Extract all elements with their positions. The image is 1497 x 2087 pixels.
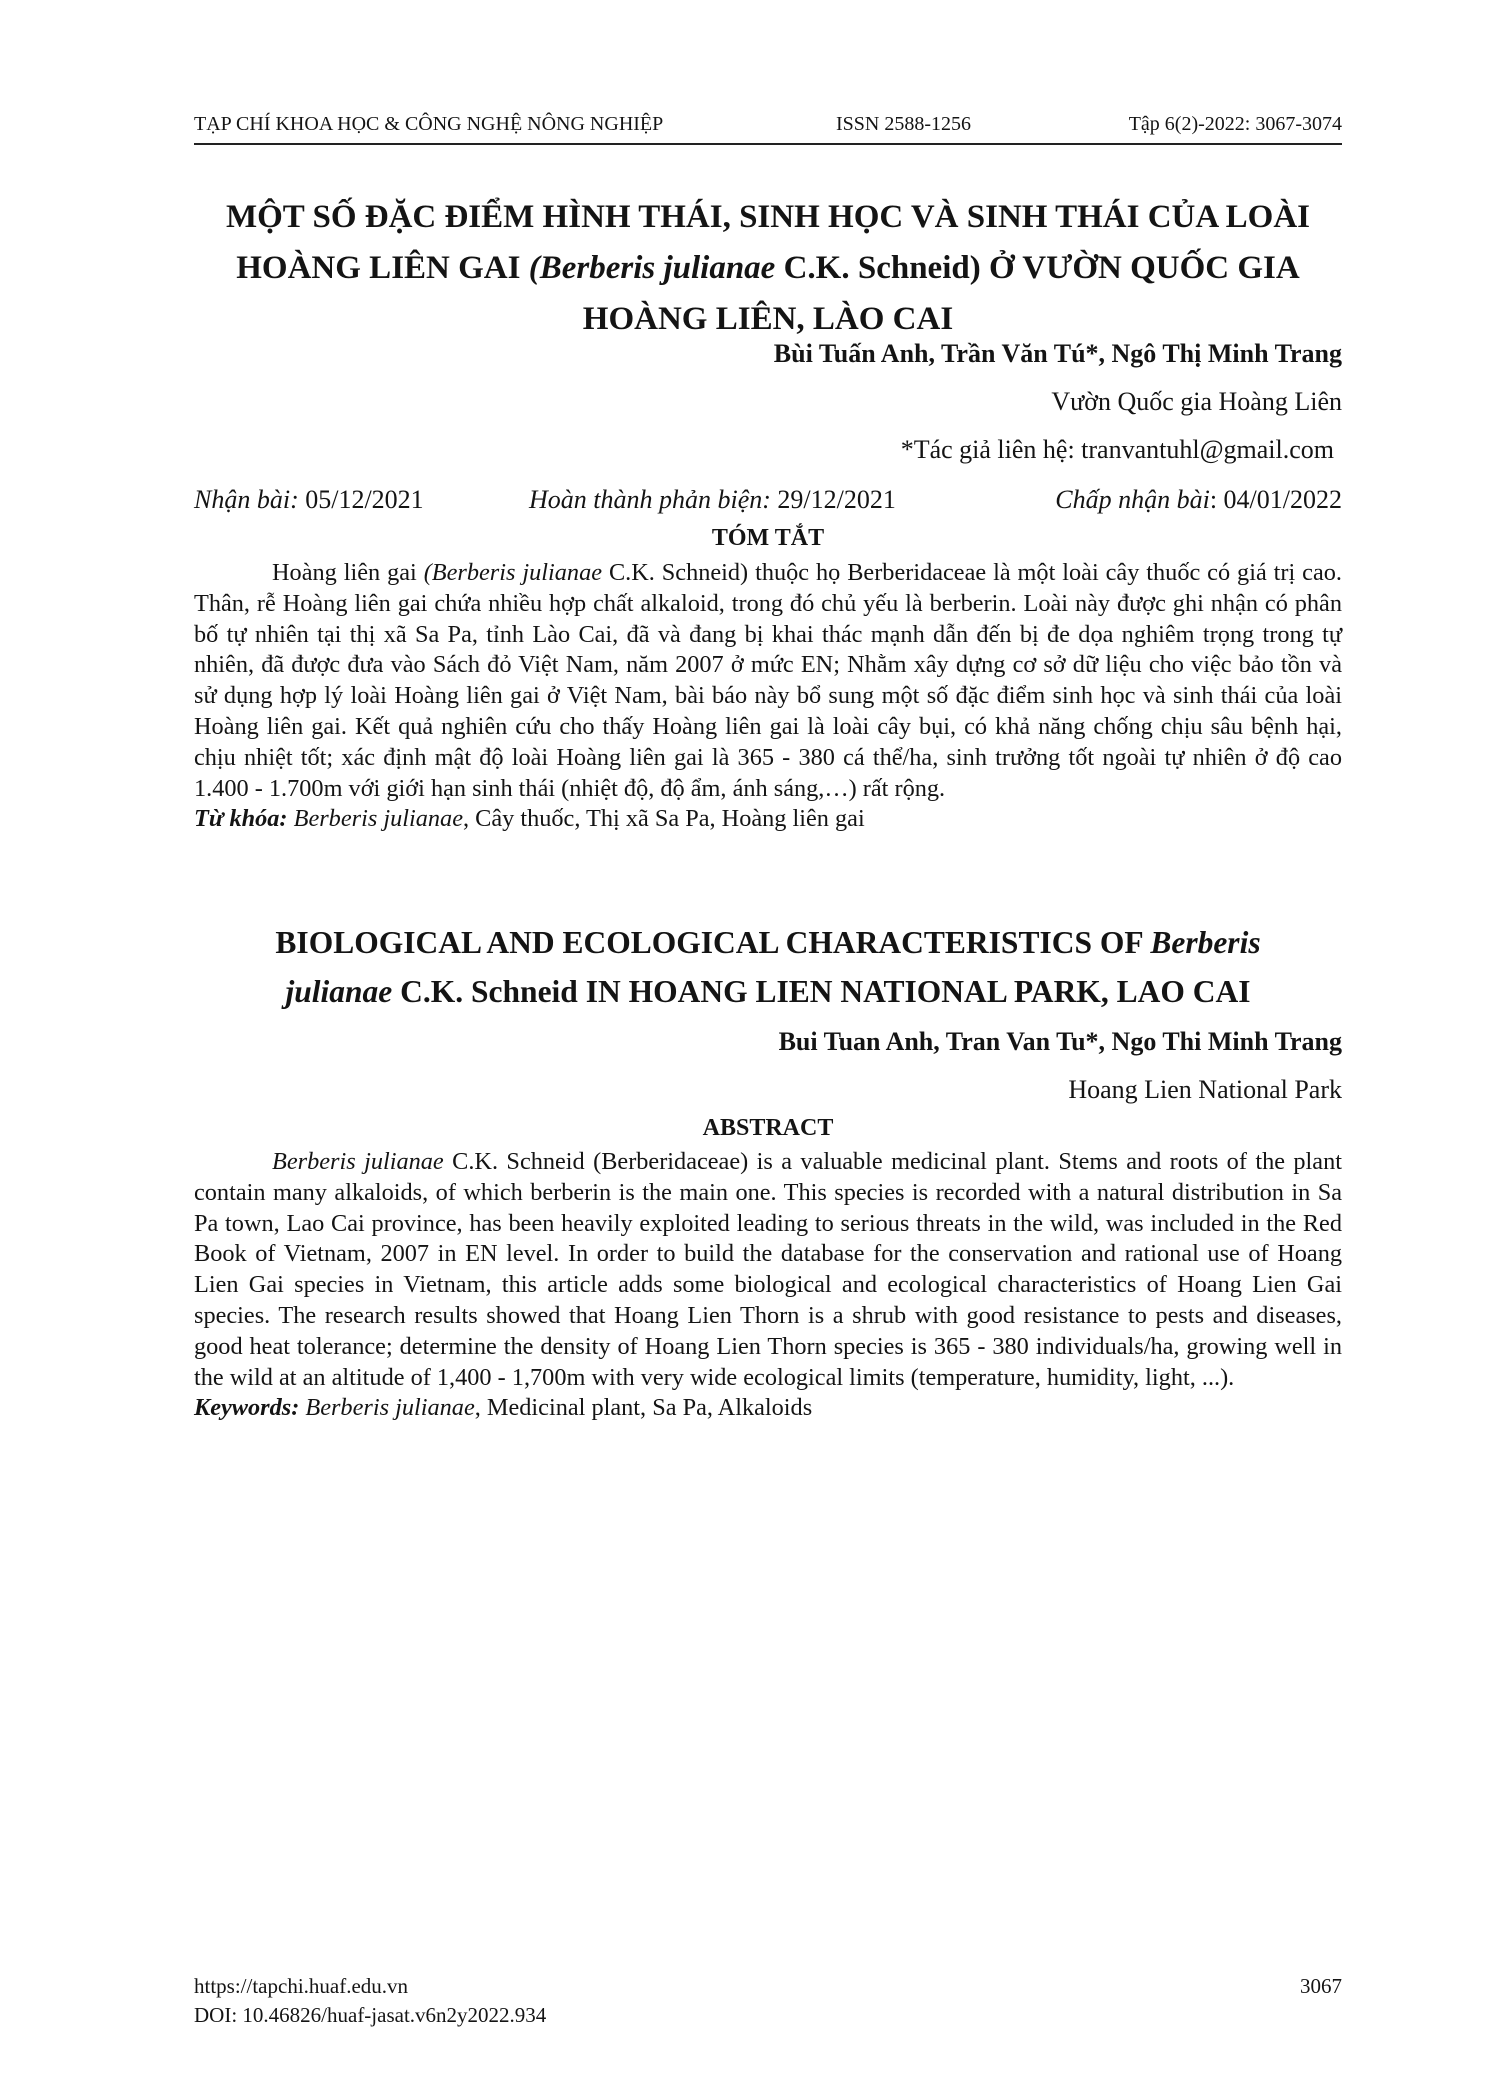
vn-title-line-3: HOÀNG LIÊN, LÀO CAI bbox=[582, 301, 954, 337]
vn-keywords-label: Từ khóa: bbox=[194, 805, 288, 833]
vn-keywords bbox=[194, 804, 1342, 835]
en-keywords bbox=[194, 1393, 1342, 1424]
en-title bbox=[194, 918, 1342, 1016]
journal-name: TẠP CHÍ KHOA HỌC & CÔNG NGHỆ NÔNG NGHIỆP bbox=[194, 113, 664, 135]
doi-link[interactable]: DOI: 10.46826/huaf-jasat.v6n2y2022.934 bbox=[194, 2003, 547, 2027]
accepted-value: : 04/01/2022 bbox=[1209, 485, 1342, 514]
vn-contact-email: *Tác giả liên hệ: tranvantuhl@gmail.com bbox=[900, 435, 1334, 464]
received-label: Nhận bài: bbox=[194, 485, 299, 514]
received-value: 05/12/2021 bbox=[298, 485, 424, 514]
vn-title bbox=[194, 192, 1342, 345]
en-abstract-body: C.K. Schneid (Berberidaceae) is a valuable medicinal plant. Stems and roots of the plant contain many alkaloids, of which berberin is the main one. This species is recorded with a natural distribution in Sa Pa town, Lao Cai province, has been heavily exploited leading to serious threats in the wild, was included in the Red Book of Vietnam, 2007 in EN level. In order to build the database for the conservation and rational use of Hoang Lien Gai species in Vietnam, this article adds some biological and ecological characteristics of Hoang Lien Gai species. The research results showed that Hoang Lien Thorn is a shrub with good resistance to pests and diseases, good heat tolerance; determine the density of Hoang Lien Thorn species is 365 - 380 individuals/ha, growing well in the wild at an altitude of 1,400 - 1,700m with very wide ecological limits (temperature, humidity, light, ...). bbox=[194, 1148, 1342, 1391]
accepted-date bbox=[1055, 485, 1342, 515]
vn-abstract-heading: TÓM TẮT bbox=[711, 525, 825, 551]
en-title-part: C.K. Schneid IN HOANG LIEN NATIONAL PARK, LAO CAI bbox=[392, 974, 1251, 1009]
submission-dates bbox=[194, 485, 1342, 519]
en-abstract bbox=[194, 1147, 1342, 1424]
vn-title-species: (Berberis julianae bbox=[528, 250, 776, 286]
reviewed-label: Hoàn thành phản biện: bbox=[529, 485, 771, 514]
en-keywords-list: , Medicinal plant, Sa Pa, Alkaloids bbox=[474, 1394, 813, 1422]
en-title-line-1 bbox=[194, 918, 1342, 967]
en-title-line-2 bbox=[194, 967, 1342, 1016]
en-title-species: Berberis bbox=[1150, 925, 1261, 960]
en-abstract-species: Berberis julianae bbox=[272, 1148, 444, 1175]
vn-abstract bbox=[194, 558, 1342, 835]
vn-abstract-species: (Berberis julianae bbox=[423, 559, 603, 586]
vn-keywords-list: , Cây thuốc, Thị xã Sa Pa, Hoàng liên gai bbox=[462, 805, 865, 833]
vn-affiliation: Vườn Quốc gia Hoàng Liên bbox=[1051, 387, 1342, 416]
en-keywords-label: Keywords: bbox=[194, 1394, 300, 1422]
en-authors: Bui Tuan Anh, Tran Van Tu*, Ngo Thi Minh Trang bbox=[778, 1027, 1342, 1056]
en-abstract-paragraph bbox=[194, 1147, 1342, 1393]
en-title-part: BIOLOGICAL AND ECOLOGICAL CHARACTERISTICS OF bbox=[275, 925, 1151, 960]
received-date bbox=[194, 485, 424, 515]
en-keywords-species: Berberis julianae bbox=[299, 1394, 475, 1422]
vn-title-line-1: MỘT SỐ ĐẶC ĐIỂM HÌNH THÁI, SINH HỌC VÀ SINH THÁI CỦA LOÀI bbox=[225, 199, 1310, 235]
vn-title-part: HOÀNG LIÊN GAI bbox=[236, 250, 529, 286]
issn: ISSN 2588-1256 bbox=[836, 113, 972, 135]
vn-abstract-lead: Hoàng liên gai bbox=[272, 559, 424, 586]
volume-pages: Tập 6(2)-2022: 3067-3074 bbox=[1128, 113, 1342, 135]
vn-title-part: C.K. Schneid) Ở VƯỜN QUỐC GIA bbox=[775, 250, 1300, 286]
accepted-label: Chấp nhận bài bbox=[1055, 485, 1210, 514]
en-affiliation: Hoang Lien National Park bbox=[1068, 1075, 1342, 1104]
reviewed-date bbox=[529, 485, 896, 515]
vn-abstract-body: C.K. Schneid) thuộc họ Berberidaceae là một loài cây thuốc có giá trị cao. Thân, rễ Hoàng liên gai chứa nhiều hợp chất alkaloid, trong đó chủ yếu là berberin. Loài này được ghi nhận có phân bố tự nhiên tại thị xã Sa Pa, tỉnh Lào Cai, đã và đang bị khai thác mạnh dẫn đến bị đe dọa nghiêm trọng trong tự nhiên, đã được đưa vào Sách đỏ Việt Nam, năm 2007 ở mức EN; Nhằm xây dựng cơ sở dữ liệu cho việc bảo tồn và sử dụng hợp lý loài Hoàng liên gai ở Việt Nam, bài báo này bổ sung một số đặc điểm sinh học và sinh thái của loài Hoàng liên gai. Kết quả nghiên cứu cho thấy Hoàng liên gai là loài cây bụi, có khả năng chống chịu sâu bệnh hại, chịu nhiệt tốt; xác định mật độ loài Hoàng liên gai là 365 - 380 cá thể/ha, sinh trưởng tốt ngoài tự nhiên ở độ cao 1.400 - 1.700m với giới hạn sinh thái (nhiệt độ, độ ẩm, ánh sáng,…) rất rộng. bbox=[194, 559, 1342, 802]
en-abstract-heading: ABSTRACT bbox=[702, 1115, 834, 1141]
footer-info bbox=[194, 1972, 546, 2030]
vn-keywords-species: Berberis julianae bbox=[287, 805, 463, 833]
page-number: 3067 bbox=[1300, 1974, 1342, 1998]
reviewed-value: 29/12/2021 bbox=[770, 485, 896, 514]
vn-authors: Bùi Tuấn Anh, Trần Văn Tú*, Ngô Thị Minh Trang bbox=[773, 339, 1342, 368]
vn-title-line-2 bbox=[194, 243, 1342, 294]
en-title-species: julianae bbox=[285, 974, 393, 1009]
journal-url-link[interactable]: https://tapchi.huaf.edu.vn bbox=[194, 1974, 409, 1998]
vn-abstract-paragraph bbox=[194, 558, 1342, 804]
running-header bbox=[194, 113, 1342, 145]
